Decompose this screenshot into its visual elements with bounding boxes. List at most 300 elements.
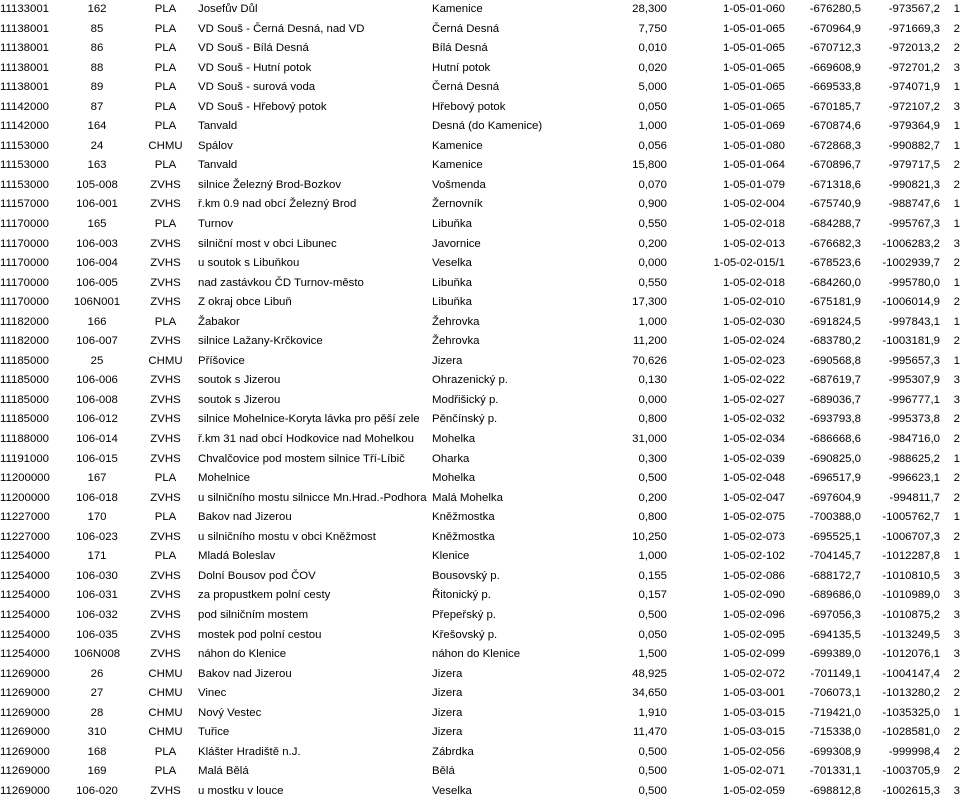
cell-sample-id: 106-003 xyxy=(76,237,118,250)
cell-hydro-code: 1-05-02-027 xyxy=(722,393,785,406)
cell-coord-x: -686668,6 xyxy=(809,433,861,446)
cell-sample-id: 88 xyxy=(90,61,104,74)
cell-coord-y: -994811,7 xyxy=(889,491,940,504)
cell-river-km: 0,050 xyxy=(638,100,667,113)
cell-coord-y: -995780,0 xyxy=(888,276,940,289)
cell-station-code: 11269000 xyxy=(0,765,50,778)
cell-hydro-code: 1-05-02-086 xyxy=(722,569,785,582)
cell-operator: ZVHS xyxy=(150,452,181,465)
cell-river-km: 5,000 xyxy=(638,81,667,94)
cell-river-km: 0,010 xyxy=(638,42,667,55)
table-row xyxy=(0,430,960,450)
table-row xyxy=(0,410,960,430)
cell-coord-x: -676682,3 xyxy=(809,237,861,250)
cell-river-km: 0,200 xyxy=(638,237,667,250)
cell-location: Tanvald xyxy=(198,159,238,172)
cell-sample-id: 165 xyxy=(87,218,107,231)
cell-hydro-code: 1-05-02-071 xyxy=(722,765,785,778)
cell-category: 1 xyxy=(953,550,960,563)
cell-watercourse: Libuňka xyxy=(432,296,472,309)
cell-watercourse: Jizera xyxy=(432,706,463,719)
table-row xyxy=(0,117,960,137)
cell-coord-y: -999998,4 xyxy=(888,745,940,758)
cell-operator: ZVHS xyxy=(150,296,181,309)
cell-operator: PLA xyxy=(154,100,177,113)
cell-sample-id: 26 xyxy=(90,667,104,680)
cell-sample-id: 106-006 xyxy=(76,374,118,387)
cell-sample-id: 171 xyxy=(87,550,107,563)
cell-coord-x: -675181,9 xyxy=(809,296,861,309)
cell-sample-id: 162 xyxy=(87,3,107,15)
cell-sample-id: 168 xyxy=(87,745,107,758)
cell-sample-id: 106-001 xyxy=(76,198,118,211)
cell-operator: ZVHS xyxy=(150,335,181,348)
cell-sample-id: 106N008 xyxy=(73,648,121,661)
table-row xyxy=(0,684,960,704)
cell-river-km: 34,650 xyxy=(632,687,667,700)
cell-coord-x: -704145,7 xyxy=(809,550,861,563)
cell-operator: ZVHS xyxy=(150,257,181,270)
cell-operator: PLA xyxy=(154,3,177,15)
cell-category: 3 xyxy=(953,569,960,582)
cell-watercourse: Žehrovka xyxy=(432,335,480,348)
cell-watercourse: Přepeřský p. xyxy=(432,608,496,621)
cell-river-km: 1,500 xyxy=(638,648,667,661)
cell-operator: ZVHS xyxy=(150,413,181,426)
cell-category: 3 xyxy=(953,61,960,74)
cell-operator: CHMU xyxy=(148,354,183,367)
cell-operator: ZVHS xyxy=(150,628,181,641)
cell-watercourse: Jizera xyxy=(432,726,463,739)
cell-coord-x: -698812,8 xyxy=(809,784,861,797)
cell-sample-id: 169 xyxy=(87,765,107,778)
table-row xyxy=(0,586,960,606)
cell-category: 2 xyxy=(953,667,960,680)
table-row xyxy=(0,665,960,685)
cell-category: 2 xyxy=(953,472,960,485)
cell-coord-x: -690825,0 xyxy=(809,452,861,465)
cell-coord-x: -687619,7 xyxy=(809,374,861,387)
cell-watercourse: Jizera xyxy=(432,354,463,367)
cell-watercourse: Zábrdka xyxy=(432,745,474,758)
cell-hydro-code: 1-05-02-095 xyxy=(722,628,785,641)
cell-coord-x: -683780,2 xyxy=(809,335,861,348)
cell-location: u silničního mostu silnicce Mn.Hrad.-Podhora xyxy=(198,491,427,504)
cell-river-km: 1,000 xyxy=(638,315,667,328)
cell-location: Bakov nad Jizerou xyxy=(198,511,292,524)
cell-coord-y: -1035325,0 xyxy=(882,706,940,719)
cell-coord-y: -1003705,9 xyxy=(882,765,940,778)
cell-watercourse: Kamenice xyxy=(432,3,483,15)
table-row xyxy=(0,59,960,79)
cell-hydro-code: 1-05-01-065 xyxy=(722,100,785,113)
cell-location: Mladá Boleslav xyxy=(198,550,276,563)
cell-coord-y: -979717,5 xyxy=(888,159,940,172)
cell-category: 2 xyxy=(953,413,960,426)
cell-river-km: 11,470 xyxy=(633,726,667,739)
cell-river-km: 70,626 xyxy=(632,354,667,367)
cell-category: 2 xyxy=(953,22,960,35)
cell-watercourse: Černá Desná xyxy=(432,22,500,35)
table-row xyxy=(0,293,960,313)
cell-coord-x: -689036,7 xyxy=(809,393,861,406)
table-row xyxy=(0,215,960,235)
cell-category: 3 xyxy=(953,628,960,641)
cell-coord-y: -995307,9 xyxy=(888,374,940,387)
cell-coord-y: -996623,1 xyxy=(888,472,940,485)
cell-station-code: 11170000 xyxy=(0,276,49,289)
cell-operator: PLA xyxy=(154,472,177,485)
cell-sample-id: 106-032 xyxy=(76,608,118,621)
cell-station-code: 11254000 xyxy=(0,550,50,563)
cell-hydro-code: 1-05-01-065 xyxy=(722,22,785,35)
cell-hydro-code: 1-05-02-072 xyxy=(722,667,785,680)
cell-station-code: 11138001 xyxy=(0,22,49,35)
cell-operator: CHMU xyxy=(148,667,183,680)
cell-location: Klášter Hradiště n.J. xyxy=(198,745,301,758)
cell-river-km: 17,300 xyxy=(632,296,667,309)
cell-category: 2 xyxy=(953,687,960,700)
table-row xyxy=(0,626,960,646)
cell-sample-id: 310 xyxy=(87,726,107,739)
cell-location: ř.km 31 nad obcí Hodkovice nad Mohelkou xyxy=(198,433,414,446)
cell-watercourse: Hřebový potok xyxy=(432,100,506,113)
table-row xyxy=(0,508,960,528)
cell-river-km: 28,300 xyxy=(632,3,667,15)
cell-sample-id: 106-004 xyxy=(76,257,118,270)
cell-hydro-code: 1-05-03-015 xyxy=(722,706,785,719)
cell-category: 1 xyxy=(953,452,960,465)
cell-category: 1 xyxy=(953,3,960,15)
cell-category: 1 xyxy=(953,354,960,367)
cell-location: Tanvald xyxy=(198,120,238,133)
cell-station-code: 11182000 xyxy=(0,315,49,328)
cell-watercourse: Bílá Desná xyxy=(432,42,488,55)
cell-station-code: 11269000 xyxy=(0,726,50,739)
cell-river-km: 0,300 xyxy=(638,452,667,465)
cell-station-code: 11191000 xyxy=(0,452,49,465)
cell-station-code: 11188000 xyxy=(0,433,49,446)
cell-coord-y: -972107,2 xyxy=(888,100,940,113)
cell-operator: ZVHS xyxy=(150,648,181,661)
table-row xyxy=(0,723,960,743)
cell-location: Z okraj obce Libuň xyxy=(198,296,292,309)
cell-operator: ZVHS xyxy=(150,569,181,582)
cell-location: VD Souš - Černá Desná, nad VD xyxy=(198,22,365,35)
cell-category: 1 xyxy=(953,511,960,524)
cell-hydro-code: 1-05-02-018 xyxy=(722,218,785,231)
cell-coord-x: -670964,9 xyxy=(809,22,861,35)
cell-operator: ZVHS xyxy=(150,374,181,387)
cell-watercourse: Žernovník xyxy=(432,198,483,211)
cell-watercourse: Jizera xyxy=(432,687,463,700)
cell-watercourse: Malá Mohelka xyxy=(432,491,503,504)
cell-location: VD Souš - Bílá Desná xyxy=(198,42,309,55)
cell-river-km: 0,500 xyxy=(638,472,667,485)
cell-coord-y: -1012287,8 xyxy=(882,550,940,563)
cell-station-code: 11133001 xyxy=(0,3,49,15)
cell-river-km: 0,800 xyxy=(638,511,667,524)
cell-river-km: 1,000 xyxy=(638,120,667,133)
cell-operator: ZVHS xyxy=(150,589,181,602)
cell-station-code: 11157000 xyxy=(0,198,49,211)
cell-river-km: 0,550 xyxy=(638,218,667,231)
cell-operator: PLA xyxy=(154,315,177,328)
cell-category: 2 xyxy=(953,726,960,739)
cell-sample-id: 106-015 xyxy=(76,452,118,465)
cell-operator: PLA xyxy=(154,61,177,74)
cell-operator: PLA xyxy=(154,745,177,758)
cell-operator: PLA xyxy=(154,218,177,231)
cell-coord-x: -695525,1 xyxy=(809,530,861,543)
table-row xyxy=(0,489,960,509)
cell-watercourse: Bousovský p. xyxy=(432,569,500,582)
cell-coord-y: -988747,6 xyxy=(888,198,940,211)
cell-location: Turnov xyxy=(198,218,234,231)
cell-station-code: 11185000 xyxy=(0,393,49,406)
table-row xyxy=(0,137,960,157)
cell-sample-id: 85 xyxy=(90,22,104,35)
cell-sample-id: 106-020 xyxy=(76,784,118,797)
cell-station-code: 11269000 xyxy=(0,667,50,680)
cell-watercourse: Modřišický p. xyxy=(432,393,499,406)
cell-coord-x: -689686,0 xyxy=(809,589,861,602)
cell-sample-id: 106-031 xyxy=(76,589,118,602)
cell-sample-id: 170 xyxy=(87,511,107,524)
cell-hydro-code: 1-05-03-015 xyxy=(722,726,785,739)
cell-hydro-code: 1-05-02-032 xyxy=(722,413,785,426)
cell-coord-x: -669608,9 xyxy=(809,61,861,74)
cell-category: 3 xyxy=(953,100,960,113)
cell-operator: PLA xyxy=(154,120,177,133)
cell-sample-id: 106-005 xyxy=(76,276,118,289)
cell-category: 1 xyxy=(953,139,960,152)
cell-coord-y: -972013,2 xyxy=(888,42,940,55)
cell-coord-y: -996777,1 xyxy=(888,393,940,406)
cell-coord-x: -670185,7 xyxy=(809,100,861,113)
cell-coord-x: -697604,9 xyxy=(809,491,861,504)
table-row xyxy=(0,391,960,411)
cell-hydro-code: 1-05-02-013 xyxy=(722,237,785,250)
cell-watercourse: Mohelka xyxy=(432,472,476,485)
cell-category: 3 xyxy=(953,589,960,602)
cell-location: ř.km 0.9 nad obcí Železný Brod xyxy=(198,198,357,211)
cell-river-km: 0,500 xyxy=(638,765,667,778)
cell-river-km: 0,500 xyxy=(638,608,667,621)
cell-hydro-code: 1-05-02-039 xyxy=(722,452,785,465)
cell-category: 1 xyxy=(953,276,960,289)
cell-operator: CHMU xyxy=(148,706,183,719)
cell-coord-x: -684288,7 xyxy=(809,218,861,231)
cell-coord-y: -1010875,2 xyxy=(882,608,940,621)
cell-operator: CHMU xyxy=(148,726,183,739)
cell-station-code: 11182000 xyxy=(0,335,49,348)
cell-river-km: 1,000 xyxy=(638,550,667,563)
table-row xyxy=(0,547,960,567)
cell-river-km: 0,200 xyxy=(638,491,667,504)
table-row xyxy=(0,469,960,489)
cell-coord-y: -995767,3 xyxy=(888,218,940,231)
cell-coord-y: -1002615,3 xyxy=(882,784,940,797)
cell-coord-y: -979364,9 xyxy=(888,120,940,133)
cell-coord-x: -706073,1 xyxy=(809,687,861,700)
cell-location: Malá Bělá xyxy=(198,765,249,778)
cell-hydro-code: 1-05-02-022 xyxy=(722,374,785,387)
cell-watercourse: Mohelka xyxy=(432,433,476,446)
cell-location: Josefův Důl xyxy=(198,3,258,15)
cell-operator: ZVHS xyxy=(150,491,181,504)
cell-category: 1 xyxy=(953,706,960,719)
cell-river-km: 48,925 xyxy=(632,667,667,680)
cell-sample-id: 167 xyxy=(87,472,107,485)
cell-category: 3 xyxy=(953,784,960,797)
cell-coord-x: -675740,9 xyxy=(809,198,861,211)
cell-coord-y: -990821,3 xyxy=(888,178,940,191)
cell-coord-x: -697056,3 xyxy=(809,608,861,621)
cell-operator: PLA xyxy=(154,42,177,55)
cell-sample-id: 25 xyxy=(90,354,104,367)
cell-station-code: 11153000 xyxy=(0,159,49,172)
cell-operator: ZVHS xyxy=(150,784,181,797)
cell-coord-y: -984716,0 xyxy=(888,433,940,446)
cell-coord-x: -715338,0 xyxy=(809,726,861,739)
cell-station-code: 11254000 xyxy=(0,628,50,641)
cell-watercourse: Klenice xyxy=(432,550,470,563)
cell-river-km: 15,800 xyxy=(632,159,667,172)
cell-coord-x: -684260,0 xyxy=(809,276,861,289)
cell-sample-id: 106-008 xyxy=(76,393,118,406)
cell-river-km: 0,130 xyxy=(638,374,667,387)
cell-sample-id: 163 xyxy=(87,159,107,172)
cell-operator: PLA xyxy=(154,550,177,563)
cell-coord-y: -1005762,7 xyxy=(882,511,940,524)
cell-station-code: 11185000 xyxy=(0,413,49,426)
cell-hydro-code: 1-05-02-015/1 xyxy=(713,257,785,270)
cell-location: Žabakor xyxy=(198,315,240,328)
cell-sample-id: 27 xyxy=(90,687,104,700)
cell-category: 3 xyxy=(953,648,960,661)
cell-station-code: 11170000 xyxy=(0,237,49,250)
cell-operator: ZVHS xyxy=(150,178,181,191)
cell-coord-x: -670874,6 xyxy=(809,120,861,133)
cell-coord-y: -973567,2 xyxy=(888,3,940,15)
cell-location: u soutok s Libuňkou xyxy=(198,257,300,270)
table-row xyxy=(0,78,960,98)
cell-hydro-code: 1-05-02-059 xyxy=(722,784,785,797)
cell-hydro-code: 1-05-01-069 xyxy=(722,120,785,133)
table-row xyxy=(0,235,960,255)
cell-coord-y: -1003181,9 xyxy=(882,335,940,348)
cell-sample-id: 164 xyxy=(87,120,107,133)
cell-coord-y: -1004147,4 xyxy=(882,667,940,680)
cell-coord-x: -670712,3 xyxy=(809,42,861,55)
cell-river-km: 31,000 xyxy=(632,433,667,446)
cell-coord-y: -1010810,5 xyxy=(882,569,940,582)
cell-coord-y: -1006283,2 xyxy=(882,237,940,250)
cell-hydro-code: 1-05-01-065 xyxy=(722,61,785,74)
cell-watercourse: Vošmenda xyxy=(432,178,486,191)
cell-watercourse: Kamenice xyxy=(432,139,483,152)
cell-hydro-code: 1-05-02-096 xyxy=(722,608,785,621)
cell-location: náhon do Klenice xyxy=(198,648,287,661)
cell-watercourse: Kněžmostka xyxy=(432,530,495,543)
cell-location: silnice Lažany-Krčkovice xyxy=(198,335,323,348)
cell-station-code: 11254000 xyxy=(0,589,50,602)
cell-hydro-code: 1-05-01-065 xyxy=(722,81,785,94)
cell-hydro-code: 1-05-02-073 xyxy=(722,530,785,543)
cell-hydro-code: 1-05-02-048 xyxy=(722,472,785,485)
cell-station-code: 11254000 xyxy=(0,648,50,661)
cell-station-code: 11269000 xyxy=(0,706,50,719)
cell-category: 2 xyxy=(953,257,960,270)
cell-coord-x: -701149,1 xyxy=(810,667,861,680)
cell-hydro-code: 1-05-02-023 xyxy=(722,354,785,367)
cell-watercourse: Křešovský p. xyxy=(432,628,498,641)
cell-operator: ZVHS xyxy=(150,608,181,621)
cell-coord-x: -694135,5 xyxy=(809,628,861,641)
cell-river-km: 0,000 xyxy=(638,257,667,270)
cell-coord-y: -1013249,5 xyxy=(882,628,940,641)
table-row xyxy=(0,762,960,782)
cell-station-code: 11227000 xyxy=(0,511,50,524)
cell-operator: ZVHS xyxy=(150,433,181,446)
cell-coord-y: -997843,1 xyxy=(888,315,940,328)
cell-station-code: 11170000 xyxy=(0,257,49,270)
cell-operator: CHMU xyxy=(148,687,183,700)
cell-hydro-code: 1-05-01-079 xyxy=(722,178,785,191)
cell-coord-x: -672868,3 xyxy=(809,139,861,152)
cell-coord-x: -676280,5 xyxy=(809,3,861,15)
table-row xyxy=(0,743,960,763)
cell-category: 2 xyxy=(953,433,960,446)
cell-hydro-code: 1-05-01-065 xyxy=(722,42,785,55)
cell-category: 2 xyxy=(953,335,960,348)
cell-location: mostek pod polní cestou xyxy=(198,628,322,641)
cell-watercourse: Ohrazenický p. xyxy=(432,374,508,387)
cell-location: silniční most v obci Libunec xyxy=(198,237,337,250)
cell-location: Spálov xyxy=(198,139,233,152)
cell-hydro-code: 1-05-02-075 xyxy=(722,511,785,524)
cell-operator: ZVHS xyxy=(150,393,181,406)
cell-coord-x: -690568,8 xyxy=(809,354,861,367)
cell-sample-id: 106-030 xyxy=(76,569,118,582)
cell-category: 2 xyxy=(953,178,960,191)
cell-sample-id: 166 xyxy=(87,315,107,328)
table-row xyxy=(0,606,960,626)
table-row xyxy=(0,156,960,176)
cell-river-km: 0,056 xyxy=(638,139,667,152)
cell-station-code: 11254000 xyxy=(0,608,50,621)
cell-category: 2 xyxy=(953,530,960,543)
cell-coord-x: -693793,8 xyxy=(809,413,861,426)
table-row xyxy=(0,39,960,59)
cell-station-code: 11153000 xyxy=(0,139,49,152)
cell-coord-y: -1013280,2 xyxy=(882,687,940,700)
cell-coord-x: -671318,6 xyxy=(809,178,861,191)
cell-coord-x: -670896,7 xyxy=(809,159,861,172)
cell-operator: CHMU xyxy=(148,139,183,152)
table-row xyxy=(0,645,960,665)
table-row xyxy=(0,176,960,196)
cell-coord-y: -1012076,1 xyxy=(882,648,940,661)
cell-sample-id: 106-035 xyxy=(76,628,118,641)
cell-station-code: 11142000 xyxy=(0,120,49,133)
cell-station-code: 11153000 xyxy=(0,178,49,191)
cell-watercourse: Jizera xyxy=(432,667,463,680)
cell-sample-id: 89 xyxy=(90,81,104,94)
cell-location: VD Souš - surová voda xyxy=(198,81,316,94)
cell-river-km: 0,500 xyxy=(638,745,667,758)
